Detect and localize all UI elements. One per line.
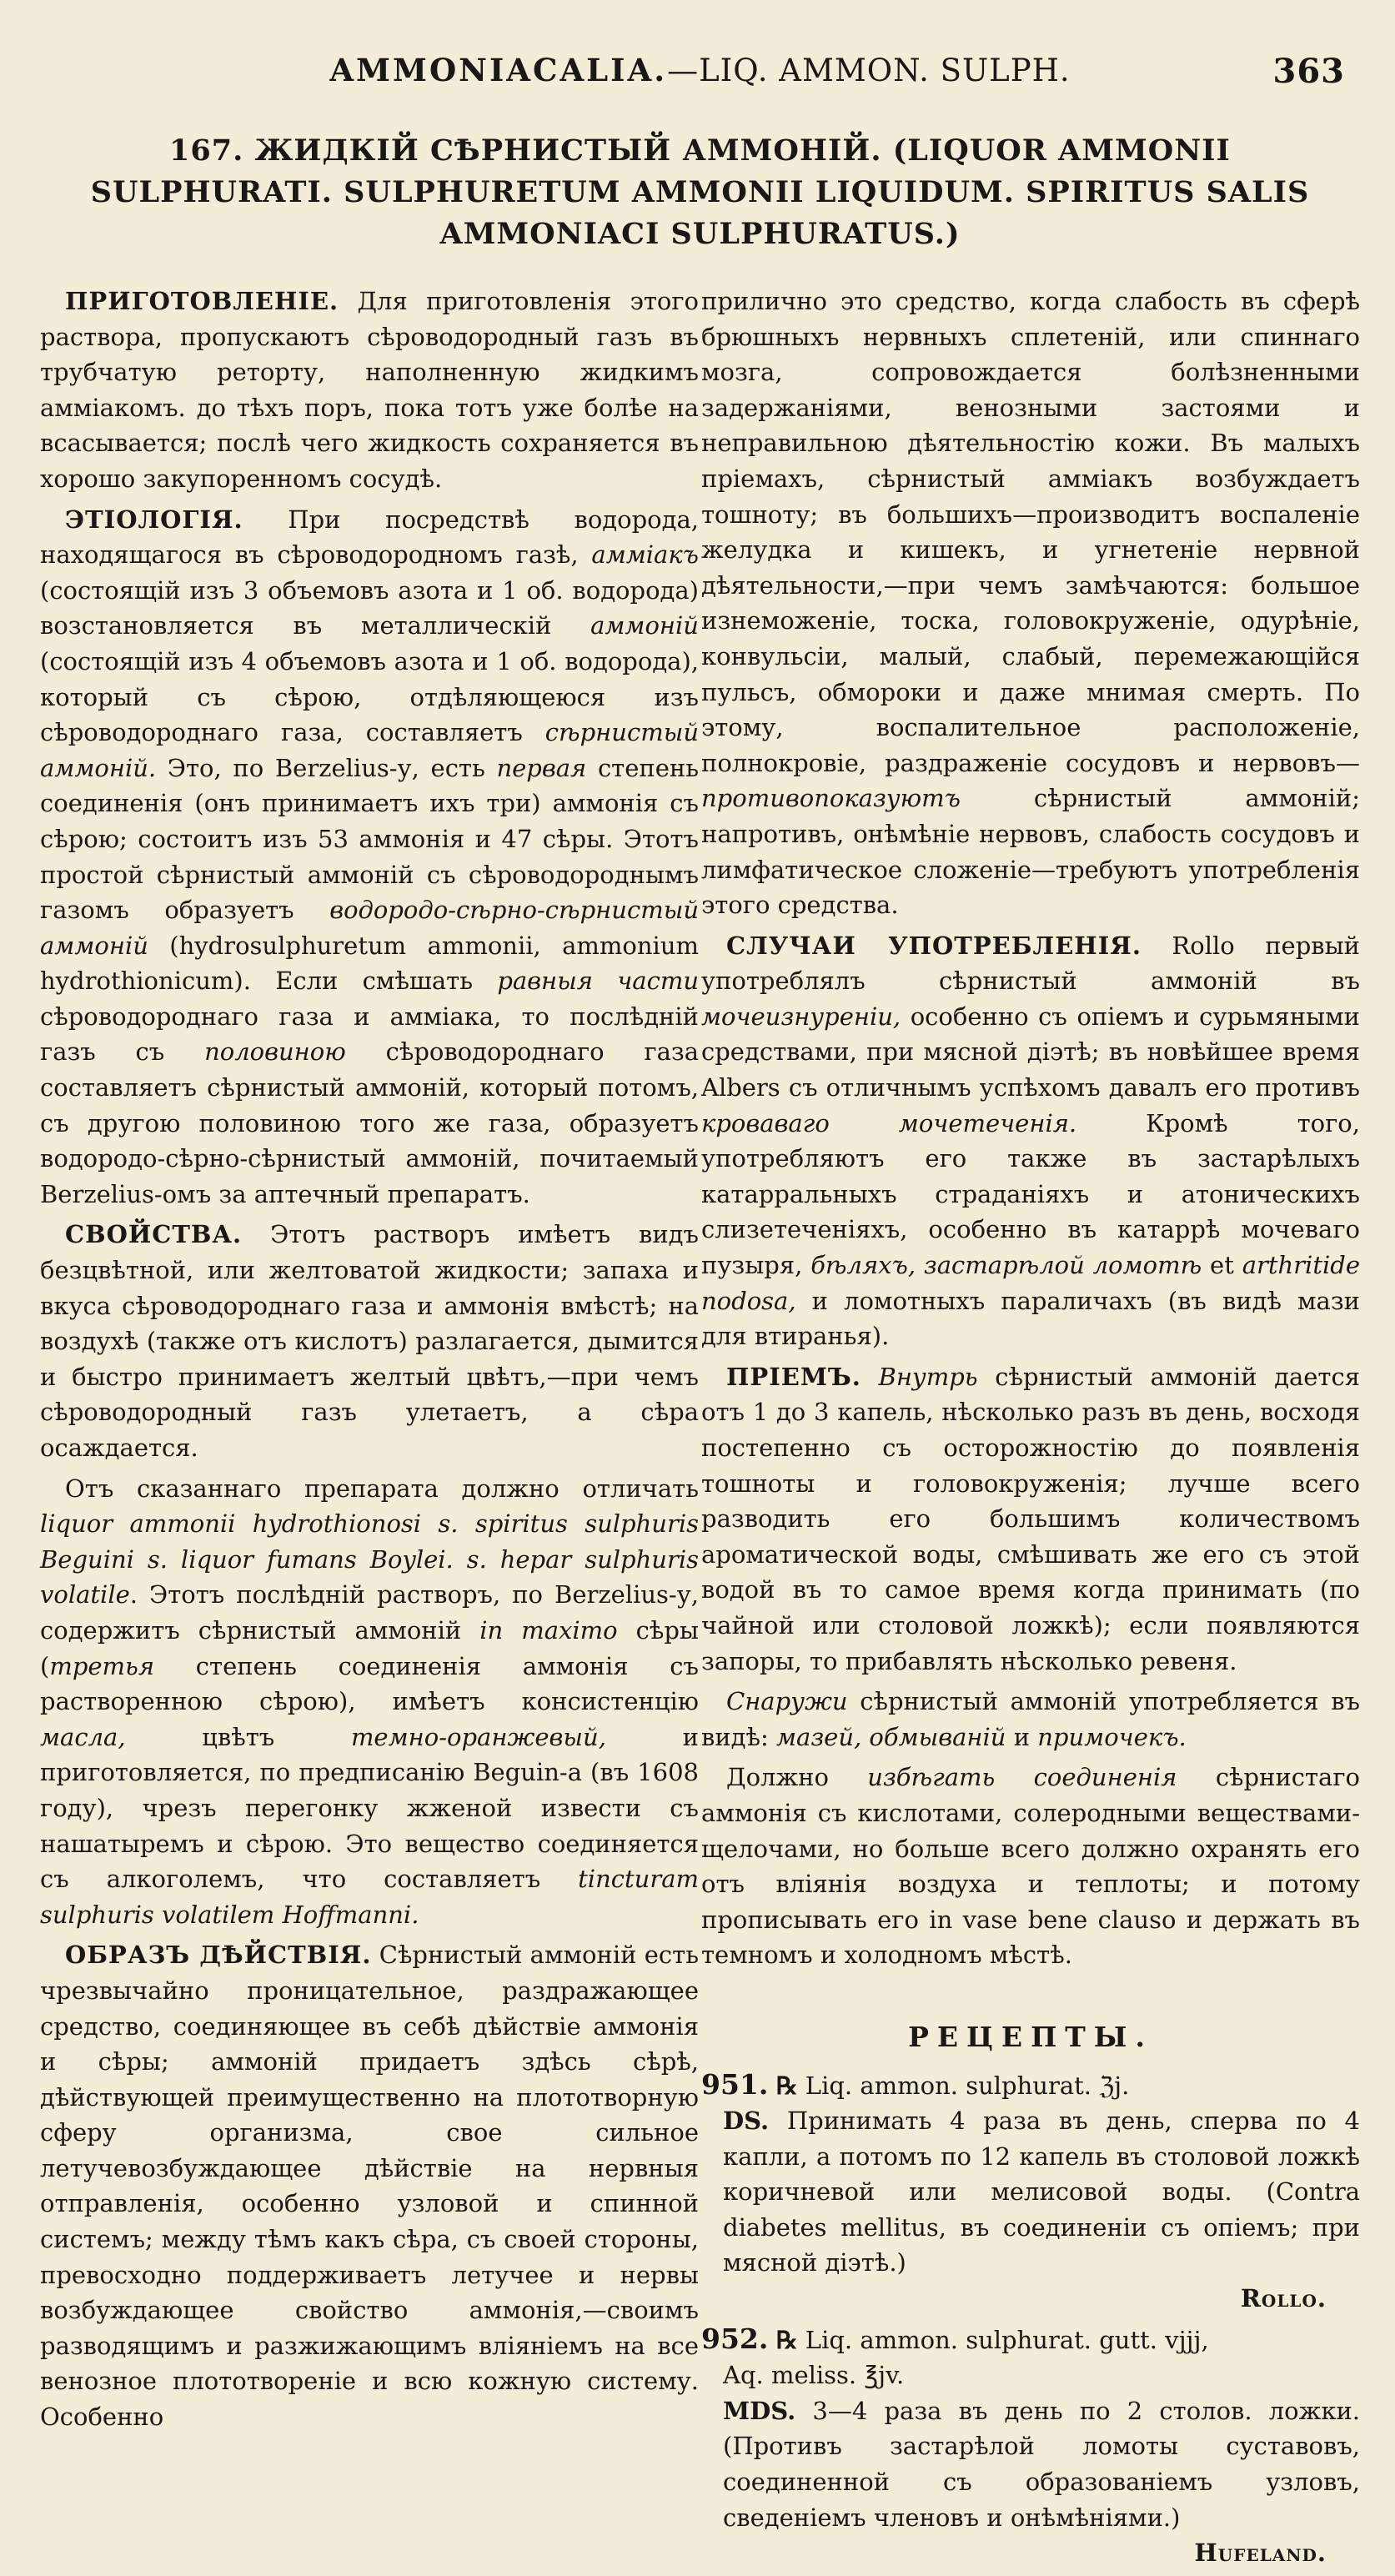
paragraph-text: прилично это средство, когда слабость въ сферѣ брюшныхъ нервныхъ сплетеній, или спиннаго мозга, сопровождается болѣзненными задержаніями, венозными застоями и неправильною дѣятельностію кожи. Въ малыхъ пріемахъ, сѣрнистый амміакъ возбуждаетъ тошноту; въ большихъ—производитъ воспаленіе желудка и кишекъ, и угнетеніе нервной дѣятельности,—при чемъ замѣчаются: большое изнеможеніе, тоска, головокруженіе, одурѣніе, конвульсіи, малый, слабый, перемежающійся пульсъ, обмороки и даже мнимая смерть. По этому, воспалительное расположеніе, полнокровіе, раздраженіе сосудовъ и нервовъ— bbox=[701, 287, 1360, 777]
italic-term: Внутрь bbox=[861, 1362, 978, 1391]
recipe-line bbox=[701, 2393, 1360, 2535]
recipe-line bbox=[701, 2103, 1360, 2281]
italic-term: половиною bbox=[204, 1037, 346, 1067]
paragraph-text: сѣры ( bbox=[40, 1615, 699, 1680]
italic-term: кроваваго мочетеченія. bbox=[701, 1108, 1077, 1137]
italic-term: третья bbox=[49, 1651, 155, 1680]
paragraph-action-continued bbox=[701, 284, 1360, 923]
right-column bbox=[701, 284, 1360, 2576]
recipe-instruction-label: DS. bbox=[723, 2106, 770, 2136]
recipe-line: Aq. meliss. ℥jv. bbox=[723, 2361, 905, 2390]
italic-term: избѣгать соединенія bbox=[867, 1763, 1177, 1792]
paragraph-external-use bbox=[701, 1684, 1360, 1755]
paragraph-etiology bbox=[40, 502, 699, 1213]
paragraph-text: . Этотъ послѣдній растворъ, по Berzelius-у, содержитъ сѣрнистый аммоній bbox=[40, 1580, 699, 1645]
paragraph-text: При посредствѣ водорода, находящагося въ сѣроводородномъ газѣ, bbox=[40, 505, 699, 570]
page-number: 363 bbox=[1272, 52, 1345, 91]
heading-dosage: ПРІЕМЪ. bbox=[726, 1362, 861, 1391]
paragraph-text: Этотъ растворъ имѣетъ видъ безцвѣтной, или желтоватой жидкости; запаха и вкуса сѣроводороднаго газа и аммонія вмѣстѣ; на воздухѣ (также отъ кислотъ) разлагается, дымится и быстро принимаетъ желтый цвѣтъ,—при чемъ сѣроводородный газъ улетаетъ, а сѣра осаждается. bbox=[40, 1220, 699, 1462]
recipe-sign: ℞ bbox=[775, 2071, 798, 2100]
italic-term: равныя части bbox=[497, 967, 699, 996]
paragraph-text: цвѣтъ bbox=[125, 1722, 351, 1751]
paragraph-text: сѣрнистаго аммонія съ кислотами, солеродными веществами-щелочами, но больше всего должно охранять его отъ вліянія воздуха и теплоты; и потому прописывать его in vase bene clauso и держать въ темномъ и холодномъ мѣстѣ. bbox=[701, 1763, 1360, 1970]
article-title: 167. ЖИДКІЙ СѢРНИСТЫЙ АММОНІЙ. (LIQUOR AMMONII SULPHURATI. SULPHURETUM AMMONII LIQUIDUM. SPIRITUS SALIS AMMONIACI SULPHURATUS.) bbox=[90, 133, 1310, 251]
paragraph-text: и приготовляется, по предписанію Beguin-а (въ 1608 году), чрезъ перегонку жженой извести съ нашатыремъ и сѣрою. Это вещество соединяется съ алкоголемъ, что составляетъ bbox=[40, 1722, 699, 1894]
paragraph-text: Должно bbox=[726, 1763, 868, 1792]
paragraph-text: и bbox=[1006, 1722, 1038, 1751]
paragraph-text: и ломотныхъ параличахъ (въ видѣ мази для втиранья). bbox=[701, 1286, 1360, 1351]
paragraph-text: сѣрнистый аммоній; напротивъ, онѣмѣніе нервовъ, слабость сосудовъ и лимфатическое сложеніе—требуютъ употребленія этого средства. bbox=[701, 784, 1360, 920]
italic-term: arthritide nodosa, bbox=[701, 1251, 1360, 1315]
paragraph-text: Для приготовленія этого раствора, пропускаютъ сѣроводородный газъ въ трубчатую реторту, наполненную жидкимъ амміакомъ. до тѣхъ поръ, пока тотъ уже болѣе на всасывается; послѣ чего жидкость сохраняется въ хорошо закупоренномъ сосудѣ. bbox=[40, 287, 699, 493]
recipe-number: 951. bbox=[701, 2067, 769, 2101]
recipe-text: 3—4 раза въ день по 2 столов. ложки. (Противъ застарѣлой ломоты суставовъ, соединенной съ образованіемъ узловъ, сведеніемъ членовъ и онѣмѣніями.) bbox=[723, 2396, 1360, 2532]
paragraph-action bbox=[40, 1937, 699, 2434]
recipe-number: 952. bbox=[701, 2322, 769, 2355]
paragraph-text: степень соединенія аммонія съ растворенною сѣрою), имѣетъ консистенцію bbox=[40, 1651, 699, 1716]
recipe-line bbox=[701, 2322, 1360, 2358]
heading-action: ОБРАЗЪ ДѢЙСТВІЯ. bbox=[65, 1941, 372, 1970]
italic-term: первая bbox=[496, 753, 587, 782]
section-subtitle: LIQ. AMMON. SULPH. bbox=[699, 53, 1071, 88]
recipe-952 bbox=[701, 2322, 1360, 2571]
italic-term: мочеизнуреніи, bbox=[701, 1002, 901, 1031]
paragraph-text: Кромѣ того, употребляютъ его также въ застарѣлыхъ катарральныхъ страданіяхъ и атоническихъ слизетеченіяхъ, особенно въ катаррѣ мочеваго пузыря, bbox=[701, 1108, 1360, 1280]
paragraph-text: (состоящій изъ 3 объемовъ азота и 1 об. водорода) возстановляется въ металлическій bbox=[40, 575, 699, 640]
paragraph-text: Rollo первый употреблялъ сѣрнистый аммоній въ bbox=[701, 931, 1360, 996]
paragraph-text: (состоящій изъ 4 объемовъ азота и 1 об. водорода), который съ сѣрою, отдѣляющеюся изъ сѣроводороднаго газа, составляетъ bbox=[40, 646, 699, 747]
running-head bbox=[40, 52, 1360, 102]
italic-term: Снаружи bbox=[726, 1687, 848, 1716]
paragraph-text: сѣроводороднаго газа и амміака, то послѣдній газъ съ bbox=[40, 1002, 699, 1067]
paragraph-text: (hydrosulphuretum ammonii, ammonium hydrothionicum). Если смѣшать bbox=[40, 931, 699, 996]
recipe-author: Hufeland. bbox=[1194, 2538, 1327, 2568]
italic-term: in maximo bbox=[479, 1615, 618, 1645]
section-title: AMMONIACALIA. bbox=[329, 52, 668, 88]
italic-term: мазей, обмыванiй bbox=[776, 1722, 1006, 1751]
italic-term: примочекъ. bbox=[1037, 1722, 1187, 1751]
recipe-text: Принимать 4 раза въ день, сперва по 4 капли, а потомъ по 12 капель въ столовой ложкѣ коричневой или мелисовой воды. (Contra diabetes mellitus, въ соединеніи съ опіемъ; при мясной діэтѣ.) bbox=[723, 2106, 1360, 2277]
paragraph-indications bbox=[701, 928, 1360, 1354]
paragraph-text: сѣроводороднаго газа составляетъ сѣрнистый аммоній, который потомъ, съ другою половиною того же газа, образуетъ водородо-сѣрно-сѣрнистый аммоній, почитаемый Berzelius-омъ за аптечный препаратъ. bbox=[40, 1037, 699, 1208]
paragraph-text: Это, по Berzelius-у, есть bbox=[156, 753, 497, 782]
paragraph-distinction bbox=[40, 1471, 699, 1933]
paragraph-text: Отъ сказаннаго препарата должно отличать bbox=[65, 1474, 699, 1503]
paragraph-text: сѣрнистый аммоній употребляется въ видѣ: bbox=[701, 1687, 1360, 1751]
heading-etiology: ЭТІОЛОГІЯ. bbox=[65, 505, 243, 534]
italic-term: tincturam sulphuris volatilem Hoffmanni. bbox=[40, 1865, 699, 1929]
paragraph-dosage bbox=[701, 1359, 1360, 1679]
paragraph-text: et bbox=[1202, 1251, 1242, 1280]
left-column bbox=[40, 284, 699, 2576]
paragraph-preparation bbox=[40, 284, 699, 497]
italic-term: liquor ammonii hydrothionosi s. spiritus sulphuris Beguini s. liquor fumans Boylei. s. hepar sulphuris volatile bbox=[40, 1509, 699, 1609]
italic-term: аммоній bbox=[590, 611, 699, 640]
paragraph-cautions bbox=[701, 1760, 1360, 1973]
paragraph-text: сѣрнистый аммоній дается отъ 1 до 3 капель, нѣсколько разъ въ день, восходя постепенно съ осторожностію до появленія тошноты и головокруженія; лучше всего разводить его большимъ количествомъ ароматической воды, смѣшивать же его съ этой водой въ то самое время когда принимать (по чайной или столовой ложкѣ); если появляются запоры, то прибавлять нѣсколько ревеня. bbox=[701, 1362, 1360, 1675]
recipe-line bbox=[701, 2067, 1360, 2104]
paragraph-text: Сѣрнистый аммоній есть чрезвычайно проницательное, раздражающее средство, соединяющее въ себѣ дѣйствіе аммонія и сѣры; аммоній придаетъ здѣсь сѣрѣ, дѣйствующей преимущественно на плототворную сферу организма, свое сильное летучевозбуждающее дѣйствіе на нервныя отправленія, особенно узловой и спинной системъ; между тѣмъ какъ сѣра, съ своей стороны, превосходно поддерживаетъ летучее и нервы возбуждающее свойство аммонія,—своимъ разводящимъ и разжижающимъ вліяніемъ на все венозное плототвореніе и всю кожную систему. Особенно bbox=[40, 1941, 699, 2432]
recipe-text: Liq. ammon. sulphurat. ℨj. bbox=[797, 2071, 1130, 2100]
italic-term: сѣрнистый аммоній. bbox=[40, 718, 699, 782]
heading-indications: СЛУЧАИ УПОТРЕБЛЕНІЯ. bbox=[726, 931, 1142, 960]
italic-term: бѣляхъ, застарѣлой ломотѣ bbox=[810, 1251, 1202, 1280]
italic-term: амміакъ bbox=[591, 540, 699, 570]
paragraph-text: особенно съ опіемъ и сурьмяными средствами, при мясной діэтѣ; въ новѣйшее время Albers съ отличнымъ успѣхомъ давалъ его противъ bbox=[701, 1002, 1360, 1102]
italic-term: темно-оранжевый, bbox=[350, 1722, 606, 1751]
recipe-author: Rollo. bbox=[1240, 2284, 1327, 2313]
heading-preparation: ПРИГОТОВЛЕНІЕ. bbox=[65, 287, 339, 315]
paragraph-text: степень соединенія (онъ принимаетъ ихъ три) аммонія съ сѣрою; состоитъ изъ 53 аммонія и 47 сѣры. Этотъ простой сѣрнистый аммоній съ сѣроводороднымъ газомъ образуетъ bbox=[40, 753, 699, 925]
recipe-sign: ℞ bbox=[775, 2325, 798, 2354]
recipe-instruction-label: MDS. bbox=[723, 2396, 796, 2425]
paragraph-properties bbox=[40, 1217, 699, 1465]
heading-properties: СВОЙСТВА. bbox=[65, 1220, 243, 1249]
italic-term: противопоказуютъ bbox=[701, 784, 961, 813]
italic-term: масла, bbox=[40, 1722, 126, 1751]
header-separator: — bbox=[667, 53, 700, 88]
italic-term: водородо-сѣрно-сѣрнистый аммоній bbox=[40, 896, 699, 960]
recipes-heading: РЕЦЕПТЫ. bbox=[908, 2020, 1153, 2053]
two-column-body bbox=[40, 284, 1360, 2576]
recipe-text: Liq. ammon. sulphurat. gutt. vjjj, bbox=[797, 2325, 1209, 2354]
recipe-951 bbox=[701, 2067, 1360, 2317]
